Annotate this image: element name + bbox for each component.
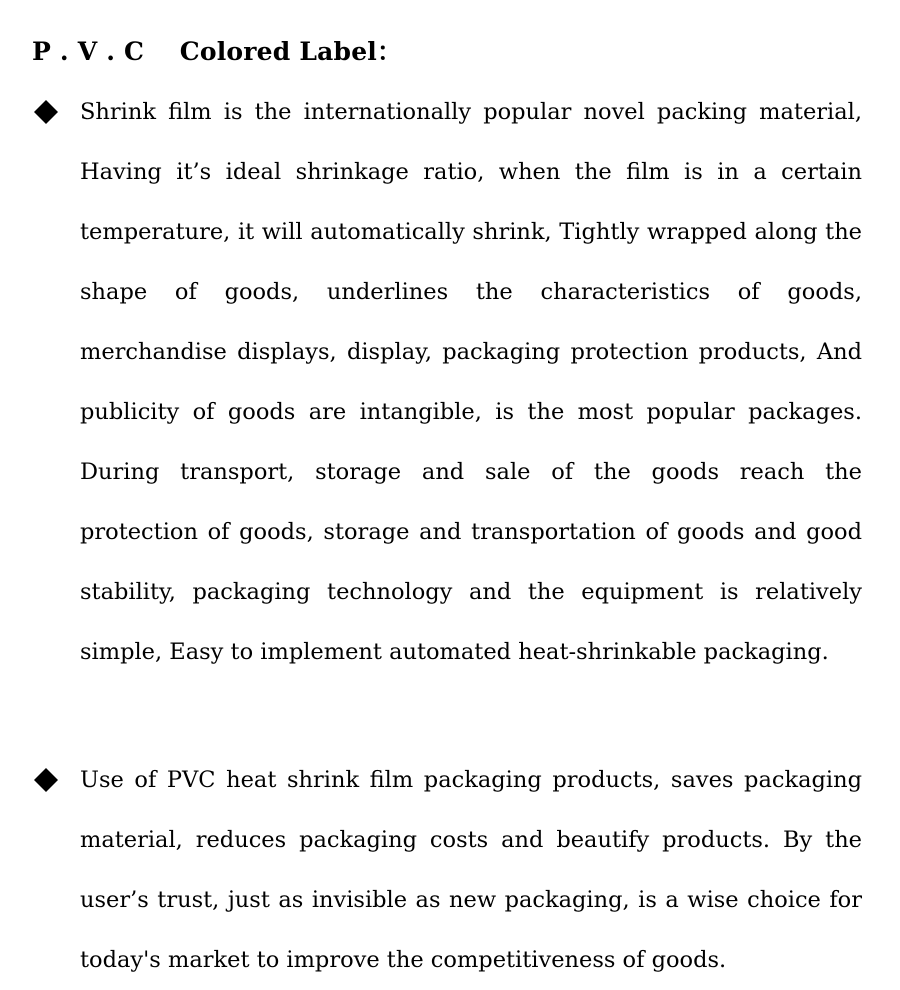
black-diamond-bullet-icon — [33, 767, 59, 793]
bullet-paragraph: Shrink film is the internationally popular novel packing material, Having it’s ideal shrinkage ratio, when the film is in a certain temperature, it will automatically shrink, Tightly wrapped along the shape of goods, underlines the characteristics of goods, merchandise displays, display, packaging protection products, And publicity of goods are intangible, is the most popular packages. During transport, storage and sale of the goods reach the protection of goods, storage and transportation of goods and good stability, packaging technology and the equipment is relatively simple, Easy to implement automated heat-shrinkable packaging. — [80, 99, 862, 665]
black-diamond-bullet-icon — [33, 99, 59, 125]
bullet-paragraph: Use of PVC heat shrink film packaging products, saves packaging material, reduces packaging costs and beautify products. By the user’s trust, just as invisible as new packaging, is a wise choice for today's market to improve the competitiveness of goods. — [80, 767, 862, 973]
document-heading: P . V . C Colored Label： — [32, 37, 403, 66]
